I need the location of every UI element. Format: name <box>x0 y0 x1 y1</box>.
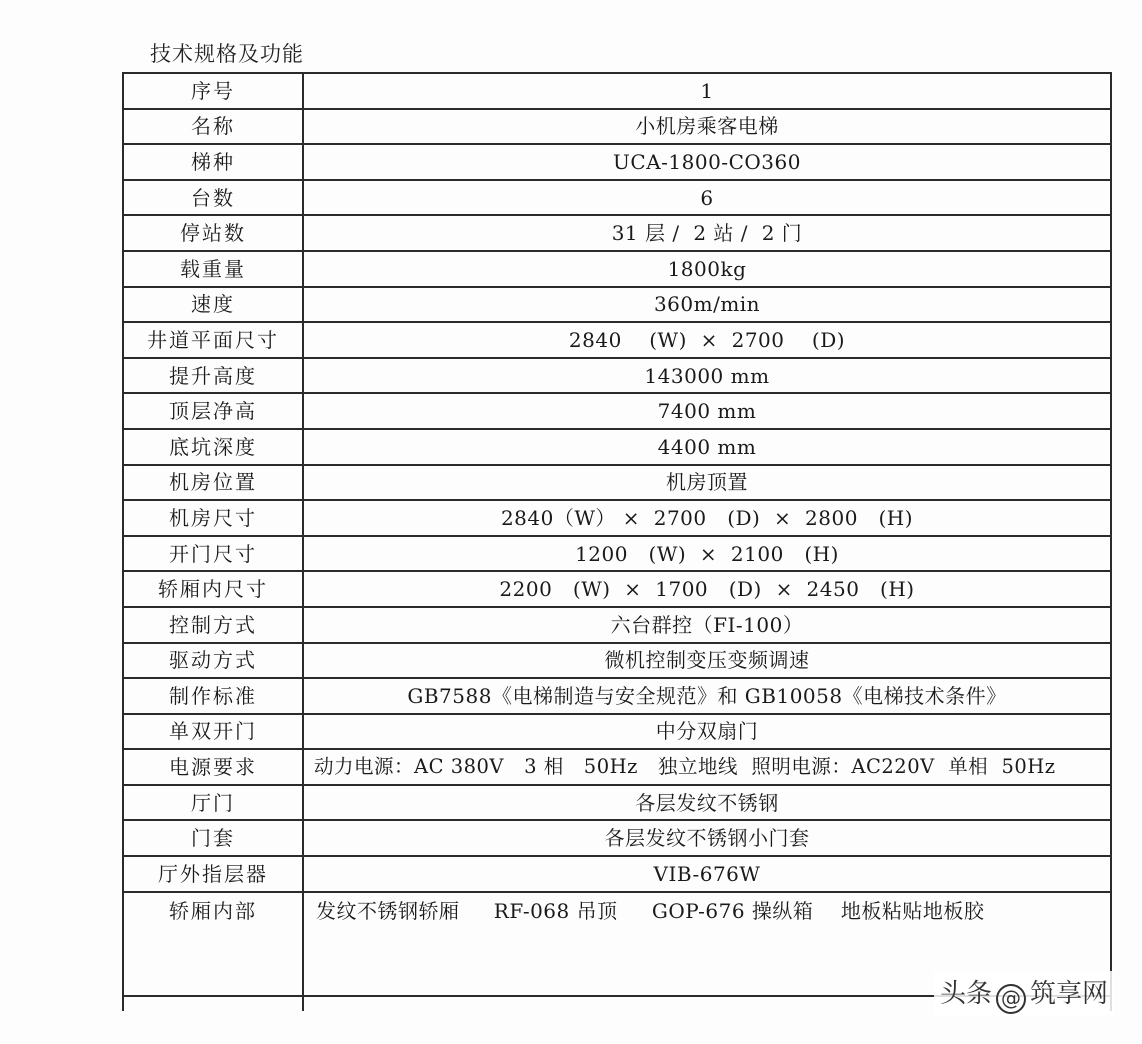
table-row <box>123 643 1111 679</box>
document-heading: 技术规格及功能 <box>150 42 304 66</box>
table-row <box>123 322 1111 358</box>
table-row <box>123 215 1111 251</box>
row-label: 井道平面尺寸 <box>123 322 303 358</box>
row-value: 143000 mm <box>303 358 1111 394</box>
table-row <box>123 714 1111 750</box>
row-value: 发纹不锈钢轿厢 RF-068 吊顶 GOP-676 操纵箱 地板粘贴地板胶 <box>303 892 1111 996</box>
row-value: 中分双扇门 <box>303 714 1111 750</box>
row-label: 开门尺寸 <box>123 536 303 572</box>
watermark-prefix: 头条 <box>939 979 992 1009</box>
row-value: 微机控制变压变频调速 <box>303 643 1111 679</box>
row-value: 动力电源：AC 380V 3 相 50Hz 独立地线 照明电源：AC220V 单相 50Hz <box>303 749 1111 785</box>
row-label: 驱动方式 <box>123 643 303 679</box>
table-row <box>123 358 1111 394</box>
row-value: VIB-676W <box>303 856 1111 892</box>
row-value: GB7588《电梯制造与安全规范》和 GB10058《电梯技术条件》 <box>303 678 1111 714</box>
row-label: 载重量 <box>123 251 303 287</box>
row-value: 6 <box>303 180 1111 216</box>
table-row <box>123 144 1111 180</box>
row-label: 门套 <box>123 820 303 856</box>
table-row <box>123 536 1111 572</box>
at-sign-icon: @ <box>996 984 1026 1014</box>
row-label: 速度 <box>123 287 303 323</box>
row-label: 轿厢内部 <box>123 892 303 996</box>
row-label: 提升高度 <box>123 358 303 394</box>
row-label: 电源要求 <box>123 749 303 785</box>
table-row <box>123 607 1111 643</box>
table-row <box>123 749 1111 785</box>
table-row <box>123 571 1111 607</box>
row-value: 2840（W） × 2700 (D) × 2800 (H) <box>303 500 1111 536</box>
table-row <box>123 465 1111 501</box>
row-label: 制作标准 <box>123 678 303 714</box>
row-label: 名称 <box>123 109 303 145</box>
row-value: 1200 (W) × 2100 (H) <box>303 536 1111 572</box>
table-row <box>123 73 1111 109</box>
row-value: 各层发纹不锈钢小门套 <box>303 820 1111 856</box>
table-row <box>123 785 1111 821</box>
watermark <box>934 971 1114 1016</box>
table-row <box>123 180 1111 216</box>
row-label: 厅外指层器 <box>123 856 303 892</box>
row-label: 台数 <box>123 180 303 216</box>
row-label: 底坑深度 <box>123 429 303 465</box>
watermark-name: 筑享网 <box>1029 979 1108 1009</box>
row-value: 各层发纹不锈钢 <box>303 785 1111 821</box>
row-value: 六台群控（FI-100） <box>303 607 1111 643</box>
row-label: 顶层净高 <box>123 393 303 429</box>
row-label: 轿厢内尺寸 <box>123 571 303 607</box>
row-value: 2200 (W) × 1700 (D) × 2450 (H) <box>303 571 1111 607</box>
row-value: 2840 (W) × 2700 (D) <box>303 322 1111 358</box>
table-row <box>123 287 1111 323</box>
table-row <box>123 856 1111 892</box>
row-label: 控制方式 <box>123 607 303 643</box>
row-label: 序号 <box>123 73 303 109</box>
row-value: 小机房乘客电梯 <box>303 109 1111 145</box>
row-label: 停站数 <box>123 215 303 251</box>
row-label-empty <box>123 996 303 1011</box>
row-label: 单双开门 <box>123 714 303 750</box>
row-label: 厅门 <box>123 785 303 821</box>
row-value: 4400 mm <box>303 429 1111 465</box>
row-value: 1800kg <box>303 251 1111 287</box>
table-row <box>123 393 1111 429</box>
table-row <box>123 109 1111 145</box>
table-row <box>123 500 1111 536</box>
table-row <box>123 251 1111 287</box>
row-label: 机房位置 <box>123 465 303 501</box>
table-row <box>123 429 1111 465</box>
row-value: 机房顶置 <box>303 465 1111 501</box>
spec-table <box>122 72 1112 1011</box>
table-row <box>123 820 1111 856</box>
row-label: 机房尺寸 <box>123 500 303 536</box>
table-row <box>123 678 1111 714</box>
row-label: 梯种 <box>123 144 303 180</box>
row-value: 7400 mm <box>303 393 1111 429</box>
row-value: 1 <box>303 73 1111 109</box>
row-value: 360m/min <box>303 287 1111 323</box>
row-value: 31 层 / 2 站 / 2 门 <box>303 215 1111 251</box>
row-value: UCA-1800-CO360 <box>303 144 1111 180</box>
